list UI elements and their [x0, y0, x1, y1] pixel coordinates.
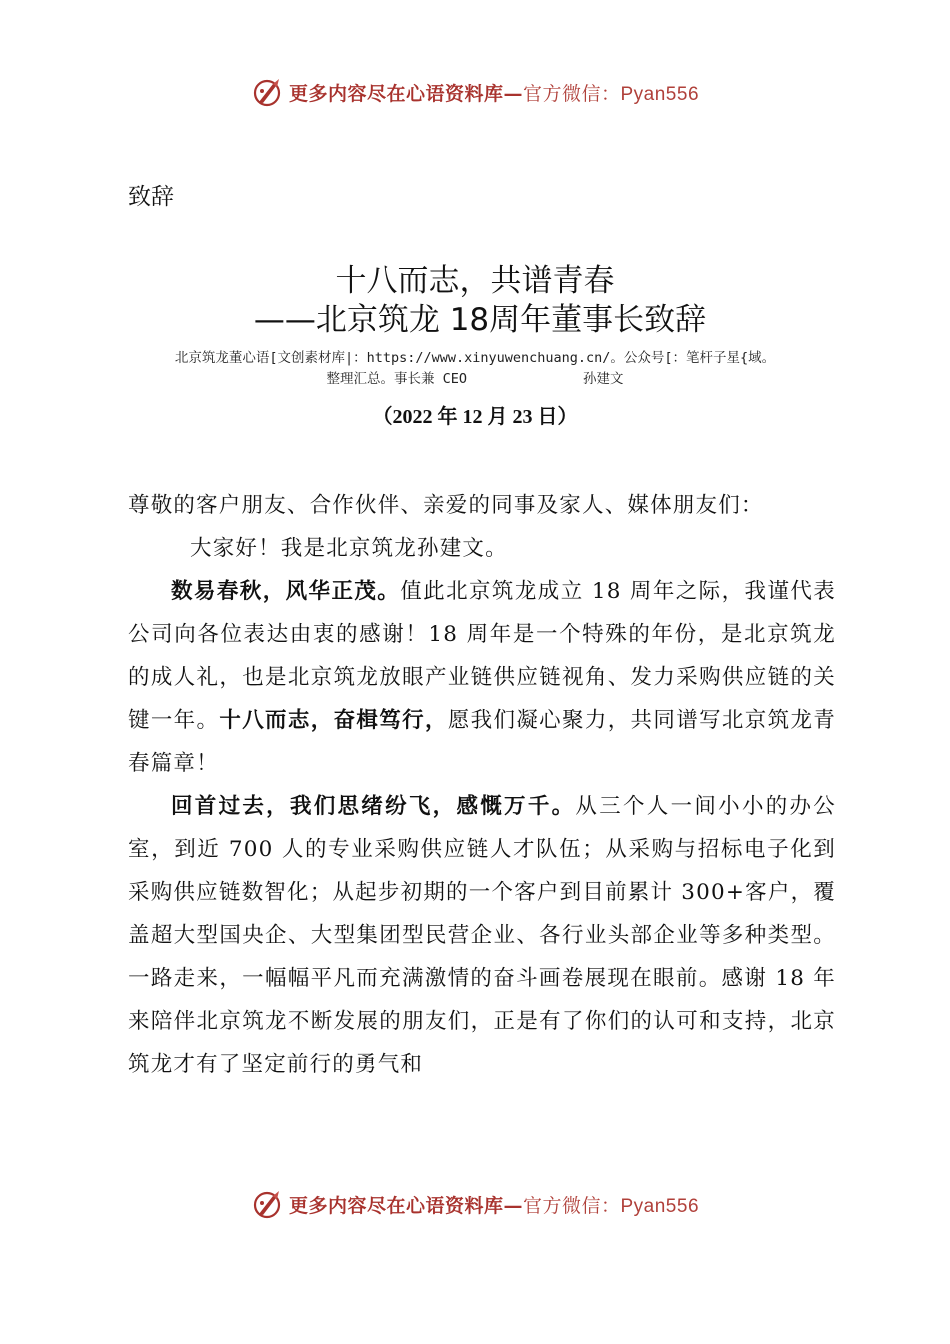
p2-emphasis: 回首过去，我们思绪纷飞，感慨万千。	[171, 794, 576, 819]
banner-library-text: 更多内容尽在心语资料库—	[288, 82, 523, 105]
footer-banner	[0, 1184, 950, 1224]
header-banner	[0, 72, 950, 112]
speech-body	[128, 484, 836, 1086]
meta-line-1: 北京筑龙董心语[文创素材库|：https://www.xinyuwenchuang.cn/。公众号[：笔杆子星{域。	[174, 350, 776, 366]
source-meta	[0, 348, 950, 390]
p2-text: 从三个人一间小小的办公室，到近 700 人的专业采购供应链人才队伍；从采购与招标电子化到采购供应链数智化；从起步初期的一个客户到目前累计 300+客户，覆盖超大型国央企、大型集团型民营企业、各行业头部企业等多种类型。一路走来，一幅幅平凡而充满激情的奋斗画卷展现在眼前。感谢 18 年来陪伴北京筑龙不断发展的朋友们，正是有了你们的认可和支持，北京筑龙才有了坚定前行的勇气和	[128, 794, 837, 1077]
speech-date: （2022 年 12 月 23 日）	[372, 406, 578, 428]
title-line-2: ——北京筑龙 18周年董事长致辞	[253, 302, 707, 338]
quill-logo-icon	[251, 76, 283, 108]
meta-line-2	[0, 369, 950, 390]
paragraph-1	[128, 570, 836, 785]
document-label: 致辞	[128, 184, 174, 210]
salutation: 尊敬的客户朋友、合作伙伴、亲爱的同事及家人、媒体朋友们：	[128, 493, 764, 518]
meta-position: 整理汇总。事长兼 CEO	[326, 371, 467, 387]
banner-text	[289, 79, 699, 106]
meta-author: 孙建文	[583, 371, 624, 387]
p1-emphasis-1: 数易春秋，风华正茂。	[171, 579, 401, 604]
quill-logo-icon	[251, 1188, 283, 1220]
p1-text-2: 愿我们凝心聚力，共同谱写北京筑龙青春篇章！	[128, 708, 836, 776]
greeting: 大家好！我是北京筑龙孙建文。	[190, 536, 508, 561]
p1-emphasis-2: 十八而志，奋楫笃行，	[219, 708, 448, 733]
banner-wechat: 官方微信：Pyan556	[523, 83, 700, 105]
banner-text	[289, 1191, 699, 1218]
banner-library-text: 更多内容尽在心语资料库—	[288, 1194, 523, 1217]
p1-text-1: 值此北京筑龙成立 18 周年之际，我谨代表公司向各位表达由衷的感谢！18 周年是一个特殊的年份，是北京筑龙的成人礼，也是北京筑龙放眼产业链供应链视角、发力采购供应链的关键一年。	[128, 579, 836, 733]
paragraph-2	[128, 785, 836, 1086]
title-line-1: 十八而志，共谱青春	[335, 263, 615, 299]
banner-wechat: 官方微信：Pyan556	[523, 1195, 700, 1217]
